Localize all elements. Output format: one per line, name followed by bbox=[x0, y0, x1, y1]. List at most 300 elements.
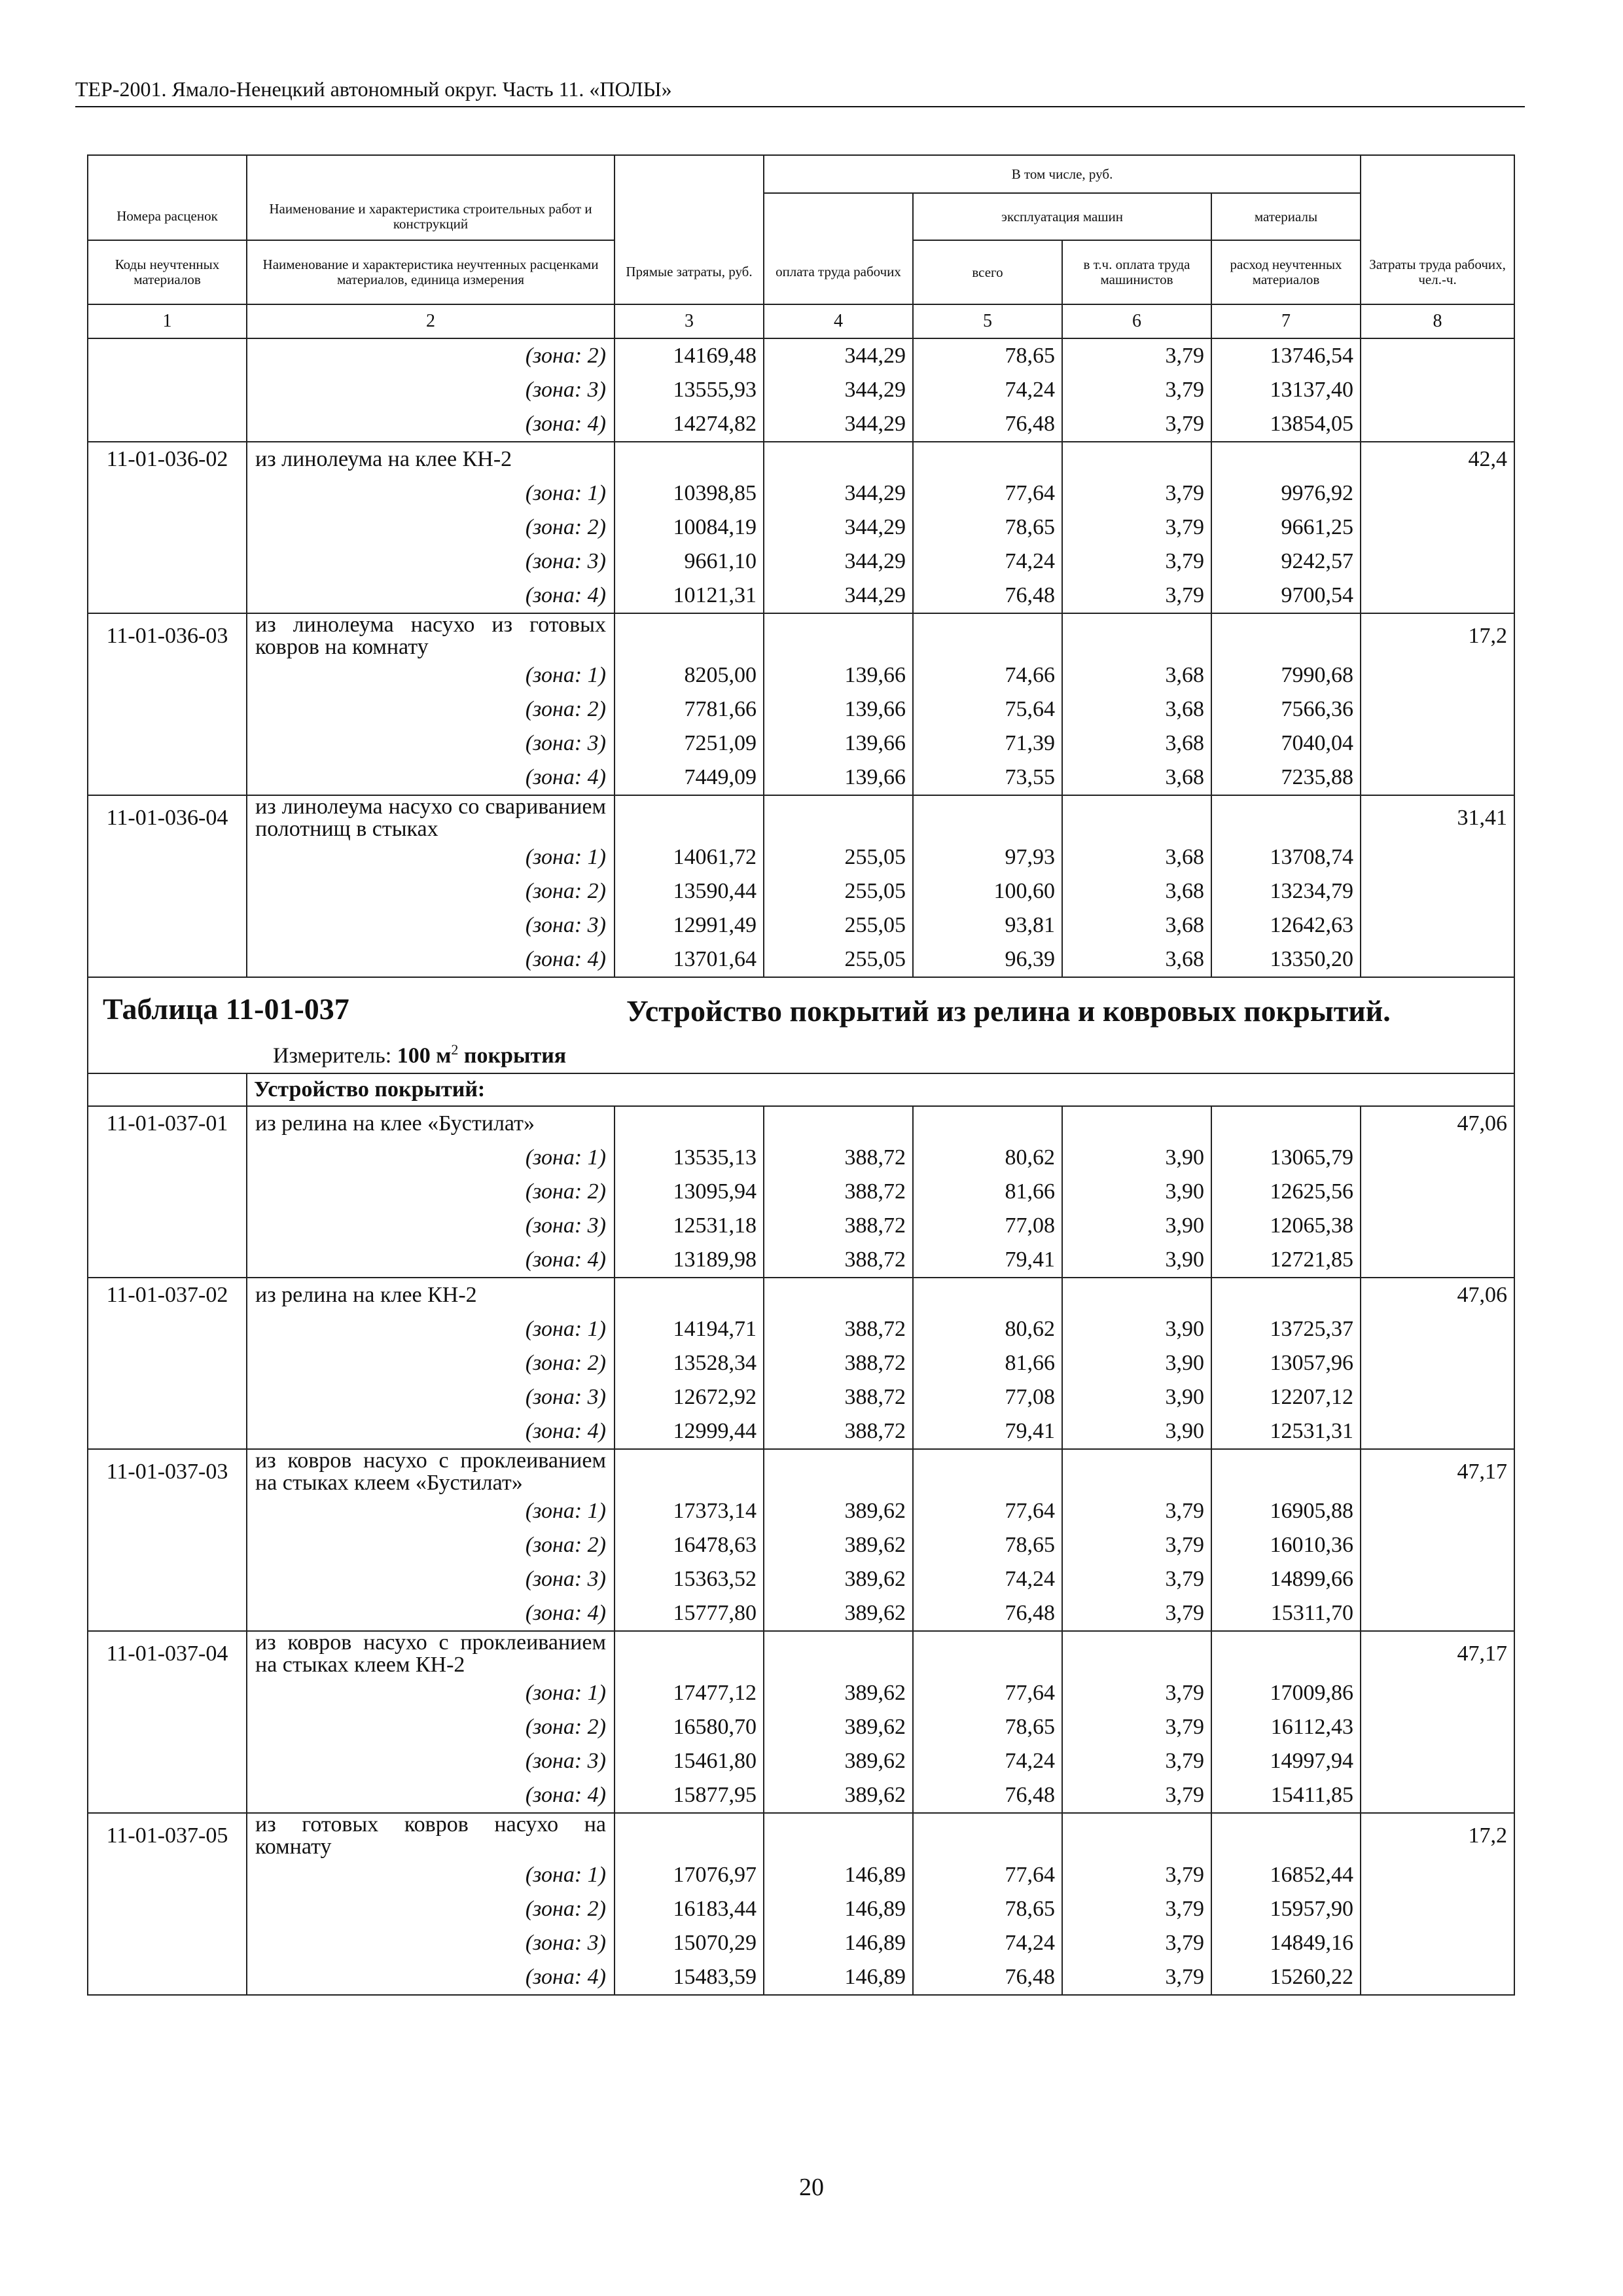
zone-row bbox=[88, 1926, 1514, 1960]
zone-row bbox=[88, 1676, 1514, 1710]
machines-total: 73,55 bbox=[913, 761, 1062, 795]
labor-wages: 344,29 bbox=[764, 407, 913, 442]
rate-code-cell bbox=[88, 476, 247, 511]
empty-cell bbox=[764, 1813, 913, 1858]
rate-code-cell bbox=[88, 1778, 247, 1813]
labor-cell bbox=[1361, 1380, 1514, 1414]
machinist-wages: 3,90 bbox=[1062, 1175, 1211, 1209]
zone-row bbox=[88, 338, 1514, 373]
empty-cell bbox=[1211, 1813, 1361, 1858]
labor-hours: 47,17 bbox=[1361, 1631, 1514, 1676]
zone-label: (зона: 2) bbox=[247, 1892, 615, 1926]
empty-cell bbox=[764, 442, 913, 476]
column-number: 8 bbox=[1361, 304, 1514, 338]
machines-total: 78,65 bbox=[913, 1710, 1062, 1744]
labor-cell bbox=[1361, 908, 1514, 942]
machinist-wages: 3,68 bbox=[1062, 874, 1211, 908]
machinist-wages: 3,79 bbox=[1062, 1528, 1211, 1562]
direct-costs: 17477,12 bbox=[615, 1676, 764, 1710]
materials-cost: 7235,88 bbox=[1211, 761, 1361, 795]
machines-total: 78,65 bbox=[913, 1528, 1062, 1562]
rate-code: 11-01-037-05 bbox=[88, 1813, 247, 1858]
empty-cell bbox=[1211, 795, 1361, 840]
rate-code-cell bbox=[88, 373, 247, 407]
rate-code-cell bbox=[88, 1414, 247, 1449]
materials-cost: 12642,63 bbox=[1211, 908, 1361, 942]
machinist-wages: 3,68 bbox=[1062, 658, 1211, 692]
machines-total: 74,24 bbox=[913, 1926, 1062, 1960]
measure-suffix: покрытия bbox=[463, 1043, 567, 1068]
direct-costs: 13189,98 bbox=[615, 1243, 764, 1278]
materials-cost: 9242,57 bbox=[1211, 545, 1361, 579]
machines-total: 76,48 bbox=[913, 407, 1062, 442]
labor-cell bbox=[1361, 1175, 1514, 1209]
labor-cell bbox=[1361, 692, 1514, 726]
zone-label: (зона: 3) bbox=[247, 1380, 615, 1414]
labor-cell bbox=[1361, 1858, 1514, 1892]
zone-row bbox=[88, 1243, 1514, 1278]
machinist-wages: 3,79 bbox=[1062, 1858, 1211, 1892]
zone-label: (зона: 3) bbox=[247, 1209, 615, 1243]
rate-code-cell bbox=[88, 545, 247, 579]
labor-hours: 31,41 bbox=[1361, 795, 1514, 840]
materials-cost: 13854,05 bbox=[1211, 407, 1361, 442]
direct-costs: 7449,09 bbox=[615, 761, 764, 795]
empty-cell bbox=[1062, 442, 1211, 476]
labor-wages: 146,89 bbox=[764, 1926, 913, 1960]
machinist-wages: 3,90 bbox=[1062, 1209, 1211, 1243]
measure-line bbox=[273, 1037, 1499, 1069]
labor-wages: 146,89 bbox=[764, 1892, 913, 1926]
direct-costs: 17373,14 bbox=[615, 1494, 764, 1528]
header-col6: в т.ч. оплата труда машинистов bbox=[1062, 240, 1211, 304]
machines-total: 78,65 bbox=[913, 511, 1062, 545]
page-number: 20 bbox=[799, 2174, 824, 2201]
rate-code-cell bbox=[88, 761, 247, 795]
machines-total: 79,41 bbox=[913, 1414, 1062, 1449]
empty-cell bbox=[1062, 1106, 1211, 1141]
zone-label: (зона: 3) bbox=[247, 1926, 615, 1960]
zone-row bbox=[88, 1175, 1514, 1209]
header-col2-top: Наименование и характеристика строительных работ и конструкций bbox=[247, 193, 615, 240]
labor-hours: 42,4 bbox=[1361, 442, 1514, 476]
rate-description: из линолеума на клее КН-2 bbox=[247, 442, 615, 476]
zone-row bbox=[88, 761, 1514, 795]
labor-cell bbox=[1361, 1778, 1514, 1813]
machinist-wages: 3,68 bbox=[1062, 942, 1211, 977]
machinist-wages: 3,79 bbox=[1062, 1562, 1211, 1596]
empty-cell bbox=[764, 1278, 913, 1312]
header-group-all: В том числе, руб. bbox=[764, 155, 1361, 193]
rate-code-cell bbox=[88, 1141, 247, 1175]
machines-total: 78,65 bbox=[913, 338, 1062, 373]
direct-costs: 15483,59 bbox=[615, 1960, 764, 1995]
materials-cost: 15957,90 bbox=[1211, 1892, 1361, 1926]
zone-label: (зона: 4) bbox=[247, 579, 615, 613]
materials-cost: 14997,94 bbox=[1211, 1744, 1361, 1778]
labor-wages: 389,62 bbox=[764, 1778, 913, 1813]
labor-cell bbox=[1361, 476, 1514, 511]
materials-cost: 7566,36 bbox=[1211, 692, 1361, 726]
header-spacer bbox=[88, 155, 247, 193]
direct-costs: 9661,10 bbox=[615, 545, 764, 579]
labor-hours: 17,2 bbox=[1361, 1813, 1514, 1858]
direct-costs: 15777,80 bbox=[615, 1596, 764, 1631]
machines-total: 77,08 bbox=[913, 1209, 1062, 1243]
materials-cost: 17009,86 bbox=[1211, 1676, 1361, 1710]
machines-total: 77,64 bbox=[913, 1858, 1062, 1892]
zone-label: (зона: 1) bbox=[247, 658, 615, 692]
empty-cell bbox=[615, 1631, 764, 1676]
labor-cell bbox=[1361, 545, 1514, 579]
machines-total: 76,48 bbox=[913, 579, 1062, 613]
direct-costs: 16580,70 bbox=[615, 1710, 764, 1744]
labor-wages: 389,62 bbox=[764, 1676, 913, 1710]
empty-cell bbox=[615, 1278, 764, 1312]
labor-cell bbox=[1361, 1960, 1514, 1995]
materials-cost: 13708,74 bbox=[1211, 840, 1361, 874]
rate-code: 11-01-037-01 bbox=[88, 1106, 247, 1141]
empty-cell bbox=[764, 795, 913, 840]
labor-wages: 344,29 bbox=[764, 545, 913, 579]
labor-cell bbox=[1361, 1494, 1514, 1528]
rate-code-cell bbox=[88, 1676, 247, 1710]
direct-costs: 17076,97 bbox=[615, 1858, 764, 1892]
empty-cell bbox=[615, 1106, 764, 1141]
running-header: ТЕР-2001. Ямало-Ненецкий автономный округ. Часть 11. «ПОЛЫ» bbox=[75, 77, 672, 101]
zone-row bbox=[88, 373, 1514, 407]
zone-row bbox=[88, 692, 1514, 726]
rate-code-cell bbox=[88, 511, 247, 545]
direct-costs: 8205,00 bbox=[615, 658, 764, 692]
rate-code-cell bbox=[88, 1926, 247, 1960]
zone-label: (зона: 1) bbox=[247, 840, 615, 874]
labor-cell bbox=[1361, 1926, 1514, 1960]
labor-wages: 389,62 bbox=[764, 1528, 913, 1562]
empty-cell bbox=[1062, 1278, 1211, 1312]
direct-costs: 13095,94 bbox=[615, 1175, 764, 1209]
rate-item-row bbox=[88, 1631, 1514, 1676]
zone-label: (зона: 3) bbox=[247, 545, 615, 579]
machinist-wages: 3,79 bbox=[1062, 1710, 1211, 1744]
machinist-wages: 3,79 bbox=[1062, 511, 1211, 545]
zone-row bbox=[88, 1141, 1514, 1175]
machines-total: 100,60 bbox=[913, 874, 1062, 908]
labor-wages: 255,05 bbox=[764, 908, 913, 942]
labor-cell bbox=[1361, 373, 1514, 407]
zone-label: (зона: 1) bbox=[247, 1141, 615, 1175]
rate-description: из ковров насухо с проклеиванием на стыках клеем КН-2 bbox=[247, 1631, 615, 1676]
labor-wages: 388,72 bbox=[764, 1380, 913, 1414]
empty-cell bbox=[1211, 1449, 1361, 1494]
rate-item-row bbox=[88, 1106, 1514, 1141]
zone-row bbox=[88, 476, 1514, 511]
labor-wages: 389,62 bbox=[764, 1596, 913, 1631]
empty-cell bbox=[88, 1073, 247, 1106]
header-col2-bottom: Наименование и характеристика неучтенных расценками материалов, единица измерения bbox=[247, 240, 615, 304]
machines-total: 71,39 bbox=[913, 726, 1062, 761]
labor-cell bbox=[1361, 942, 1514, 977]
empty-cell bbox=[1211, 442, 1361, 476]
machinist-wages: 3,79 bbox=[1062, 1744, 1211, 1778]
labor-wages: 388,72 bbox=[764, 1141, 913, 1175]
materials-cost: 7040,04 bbox=[1211, 726, 1361, 761]
zone-label: (зона: 4) bbox=[247, 761, 615, 795]
labor-wages: 389,62 bbox=[764, 1710, 913, 1744]
machines-total: 80,62 bbox=[913, 1141, 1062, 1175]
measure-sup: 2 bbox=[451, 1041, 459, 1058]
header-group-machines: эксплуатация машин bbox=[913, 193, 1211, 240]
zone-row bbox=[88, 840, 1514, 874]
materials-cost: 12721,85 bbox=[1211, 1243, 1361, 1278]
labor-cell bbox=[1361, 874, 1514, 908]
table-number: Таблица 11-01-037 bbox=[103, 992, 349, 1026]
labor-wages: 344,29 bbox=[764, 476, 913, 511]
direct-costs: 13528,34 bbox=[615, 1346, 764, 1380]
empty-cell bbox=[764, 613, 913, 658]
machinist-wages: 3,68 bbox=[1062, 692, 1211, 726]
labor-wages: 146,89 bbox=[764, 1858, 913, 1892]
materials-cost: 12207,12 bbox=[1211, 1380, 1361, 1414]
zone-label: (зона: 4) bbox=[247, 1414, 615, 1449]
rate-code-cell bbox=[88, 1528, 247, 1562]
labor-cell bbox=[1361, 1346, 1514, 1380]
zone-row bbox=[88, 1710, 1514, 1744]
direct-costs: 10084,19 bbox=[615, 511, 764, 545]
empty-cell bbox=[615, 1449, 764, 1494]
labor-wages: 388,72 bbox=[764, 1175, 913, 1209]
rate-description: из релина на клее «Бустилат» bbox=[247, 1106, 615, 1141]
machines-total: 77,08 bbox=[913, 1380, 1062, 1414]
rate-code-cell bbox=[88, 840, 247, 874]
table-caption-row bbox=[88, 977, 1514, 1073]
zone-label: (зона: 4) bbox=[247, 942, 615, 977]
header-col1-bottom: Коды неучтенных материалов bbox=[88, 240, 247, 304]
empty-cell bbox=[1211, 613, 1361, 658]
header-spacer bbox=[1361, 155, 1514, 240]
machines-total: 79,41 bbox=[913, 1243, 1062, 1278]
direct-costs: 12672,92 bbox=[615, 1380, 764, 1414]
labor-hours: 47,06 bbox=[1361, 1106, 1514, 1141]
empty-cell bbox=[764, 1106, 913, 1141]
empty-cell bbox=[1062, 1449, 1211, 1494]
labor-cell bbox=[1361, 1312, 1514, 1346]
machinist-wages: 3,79 bbox=[1062, 373, 1211, 407]
direct-costs: 15461,80 bbox=[615, 1744, 764, 1778]
zone-row bbox=[88, 1778, 1514, 1813]
zone-label: (зона: 1) bbox=[247, 1858, 615, 1892]
machines-total: 80,62 bbox=[913, 1312, 1062, 1346]
materials-cost: 15411,85 bbox=[1211, 1778, 1361, 1813]
rate-code-cell bbox=[88, 1858, 247, 1892]
machines-total: 74,24 bbox=[913, 545, 1062, 579]
labor-cell bbox=[1361, 1744, 1514, 1778]
rate-code-cell bbox=[88, 1494, 247, 1528]
labor-wages: 139,66 bbox=[764, 692, 913, 726]
labor-cell bbox=[1361, 1596, 1514, 1631]
machinist-wages: 3,79 bbox=[1062, 1778, 1211, 1813]
materials-cost: 9661,25 bbox=[1211, 511, 1361, 545]
machines-total: 74,24 bbox=[913, 373, 1062, 407]
machines-total: 77,64 bbox=[913, 1676, 1062, 1710]
zone-label: (зона: 2) bbox=[247, 511, 615, 545]
labor-cell bbox=[1361, 840, 1514, 874]
materials-cost: 15260,22 bbox=[1211, 1960, 1361, 1995]
column-number: 5 bbox=[913, 304, 1062, 338]
direct-costs: 16478,63 bbox=[615, 1528, 764, 1562]
labor-wages: 255,05 bbox=[764, 942, 913, 977]
zone-label: (зона: 1) bbox=[247, 1312, 615, 1346]
labor-cell bbox=[1361, 1243, 1514, 1278]
rate-code-cell bbox=[88, 1175, 247, 1209]
zone-row bbox=[88, 1596, 1514, 1631]
rate-code-cell bbox=[88, 692, 247, 726]
zone-label: (зона: 1) bbox=[247, 476, 615, 511]
header-spacer bbox=[247, 155, 615, 193]
header-rule bbox=[75, 106, 1525, 107]
zone-label: (зона: 2) bbox=[247, 692, 615, 726]
measure-value: 100 м bbox=[397, 1043, 452, 1068]
labor-cell bbox=[1361, 1414, 1514, 1449]
zone-label: (зона: 2) bbox=[247, 874, 615, 908]
materials-cost: 13234,79 bbox=[1211, 874, 1361, 908]
zone-row bbox=[88, 545, 1514, 579]
zone-row bbox=[88, 1528, 1514, 1562]
machines-total: 96,39 bbox=[913, 942, 1062, 977]
direct-costs: 14274,82 bbox=[615, 407, 764, 442]
rate-description: из готовых ковров насухо на комнату bbox=[247, 1813, 615, 1858]
header-col3: Прямые затраты, руб. bbox=[615, 240, 764, 304]
empty-cell bbox=[615, 613, 764, 658]
empty-cell bbox=[913, 613, 1062, 658]
machines-total: 76,48 bbox=[913, 1596, 1062, 1631]
rate-code-cell bbox=[88, 1596, 247, 1631]
direct-costs: 10398,85 bbox=[615, 476, 764, 511]
zone-label: (зона: 4) bbox=[247, 407, 615, 442]
machines-total: 81,66 bbox=[913, 1346, 1062, 1380]
machinist-wages: 3,68 bbox=[1062, 840, 1211, 874]
machines-total: 76,48 bbox=[913, 1778, 1062, 1813]
empty-cell bbox=[913, 1449, 1062, 1494]
labor-wages: 139,66 bbox=[764, 658, 913, 692]
materials-cost: 14899,66 bbox=[1211, 1562, 1361, 1596]
materials-cost: 13137,40 bbox=[1211, 373, 1361, 407]
labor-wages: 389,62 bbox=[764, 1744, 913, 1778]
header-group-materials: материалы bbox=[1211, 193, 1361, 240]
rate-description: из линолеума насухо со свариванием полотнищ в стыках bbox=[247, 795, 615, 840]
machinist-wages: 3,90 bbox=[1062, 1346, 1211, 1380]
direct-costs: 13535,13 bbox=[615, 1141, 764, 1175]
materials-cost: 9700,54 bbox=[1211, 579, 1361, 613]
empty-cell bbox=[615, 1813, 764, 1858]
zone-row bbox=[88, 874, 1514, 908]
materials-cost: 14849,16 bbox=[1211, 1926, 1361, 1960]
header-col5: всего bbox=[913, 240, 1062, 304]
rate-code-cell bbox=[88, 579, 247, 613]
zone-label: (зона: 4) bbox=[247, 1243, 615, 1278]
materials-cost: 16852,44 bbox=[1211, 1858, 1361, 1892]
rate-code-cell bbox=[88, 407, 247, 442]
zone-label: (зона: 2) bbox=[247, 338, 615, 373]
zone-label: (зона: 3) bbox=[247, 726, 615, 761]
labor-wages: 139,66 bbox=[764, 726, 913, 761]
rate-code-cell bbox=[88, 942, 247, 977]
machinist-wages: 3,68 bbox=[1062, 761, 1211, 795]
empty-cell bbox=[1062, 795, 1211, 840]
empty-cell bbox=[764, 1631, 913, 1676]
zone-row bbox=[88, 658, 1514, 692]
direct-costs: 15363,52 bbox=[615, 1562, 764, 1596]
machinist-wages: 3,90 bbox=[1062, 1380, 1211, 1414]
labor-wages: 344,29 bbox=[764, 511, 913, 545]
subsection-row bbox=[88, 1073, 1514, 1106]
labor-cell bbox=[1361, 407, 1514, 442]
empty-cell bbox=[913, 795, 1062, 840]
rate-code: 11-01-036-04 bbox=[88, 795, 247, 840]
machinist-wages: 3,79 bbox=[1062, 1494, 1211, 1528]
labor-cell bbox=[1361, 1676, 1514, 1710]
direct-costs: 16183,44 bbox=[615, 1892, 764, 1926]
rate-item-row bbox=[88, 1449, 1514, 1494]
labor-cell bbox=[1361, 579, 1514, 613]
empty-cell bbox=[913, 1631, 1062, 1676]
materials-cost: 7990,68 bbox=[1211, 658, 1361, 692]
empty-cell bbox=[1062, 1631, 1211, 1676]
machines-total: 97,93 bbox=[913, 840, 1062, 874]
zone-row bbox=[88, 511, 1514, 545]
labor-wages: 389,62 bbox=[764, 1562, 913, 1596]
labor-hours: 47,17 bbox=[1361, 1449, 1514, 1494]
rate-code-cell bbox=[88, 1209, 247, 1243]
labor-cell bbox=[1361, 511, 1514, 545]
zone-label: (зона: 3) bbox=[247, 1562, 615, 1596]
zone-row bbox=[88, 1744, 1514, 1778]
direct-costs: 12999,44 bbox=[615, 1414, 764, 1449]
labor-cell bbox=[1361, 1528, 1514, 1562]
zone-row bbox=[88, 942, 1514, 977]
empty-cell bbox=[913, 1278, 1062, 1312]
direct-costs: 12531,18 bbox=[615, 1209, 764, 1243]
materials-cost: 16010,36 bbox=[1211, 1528, 1361, 1562]
direct-costs: 15877,95 bbox=[615, 1778, 764, 1813]
labor-wages: 255,05 bbox=[764, 840, 913, 874]
labor-wages: 344,29 bbox=[764, 579, 913, 613]
column-number: 1 bbox=[88, 304, 247, 338]
rate-code-cell bbox=[88, 1744, 247, 1778]
rate-code-cell bbox=[88, 1346, 247, 1380]
machinist-wages: 3,79 bbox=[1062, 1960, 1211, 1995]
labor-hours: 47,06 bbox=[1361, 1278, 1514, 1312]
rate-code-cell bbox=[88, 1960, 247, 1995]
rate-item-row bbox=[88, 1278, 1514, 1312]
header-col7: расход неучтенных материалов bbox=[1211, 240, 1361, 304]
rate-description: из линолеума насухо из готовых ковров на комнату bbox=[247, 613, 615, 658]
direct-costs: 12991,49 bbox=[615, 908, 764, 942]
zone-row bbox=[88, 1312, 1514, 1346]
materials-cost: 13725,37 bbox=[1211, 1312, 1361, 1346]
machinist-wages: 3,79 bbox=[1062, 579, 1211, 613]
rate-code-cell bbox=[88, 658, 247, 692]
column-number: 3 bbox=[615, 304, 764, 338]
rate-code: 11-01-036-03 bbox=[88, 613, 247, 658]
empty-cell bbox=[1211, 1278, 1361, 1312]
labor-wages: 344,29 bbox=[764, 373, 913, 407]
rate-item-row bbox=[88, 1813, 1514, 1858]
zone-row bbox=[88, 1494, 1514, 1528]
rate-code: 11-01-037-02 bbox=[88, 1278, 247, 1312]
zone-label: (зона: 2) bbox=[247, 1528, 615, 1562]
labor-cell bbox=[1361, 726, 1514, 761]
